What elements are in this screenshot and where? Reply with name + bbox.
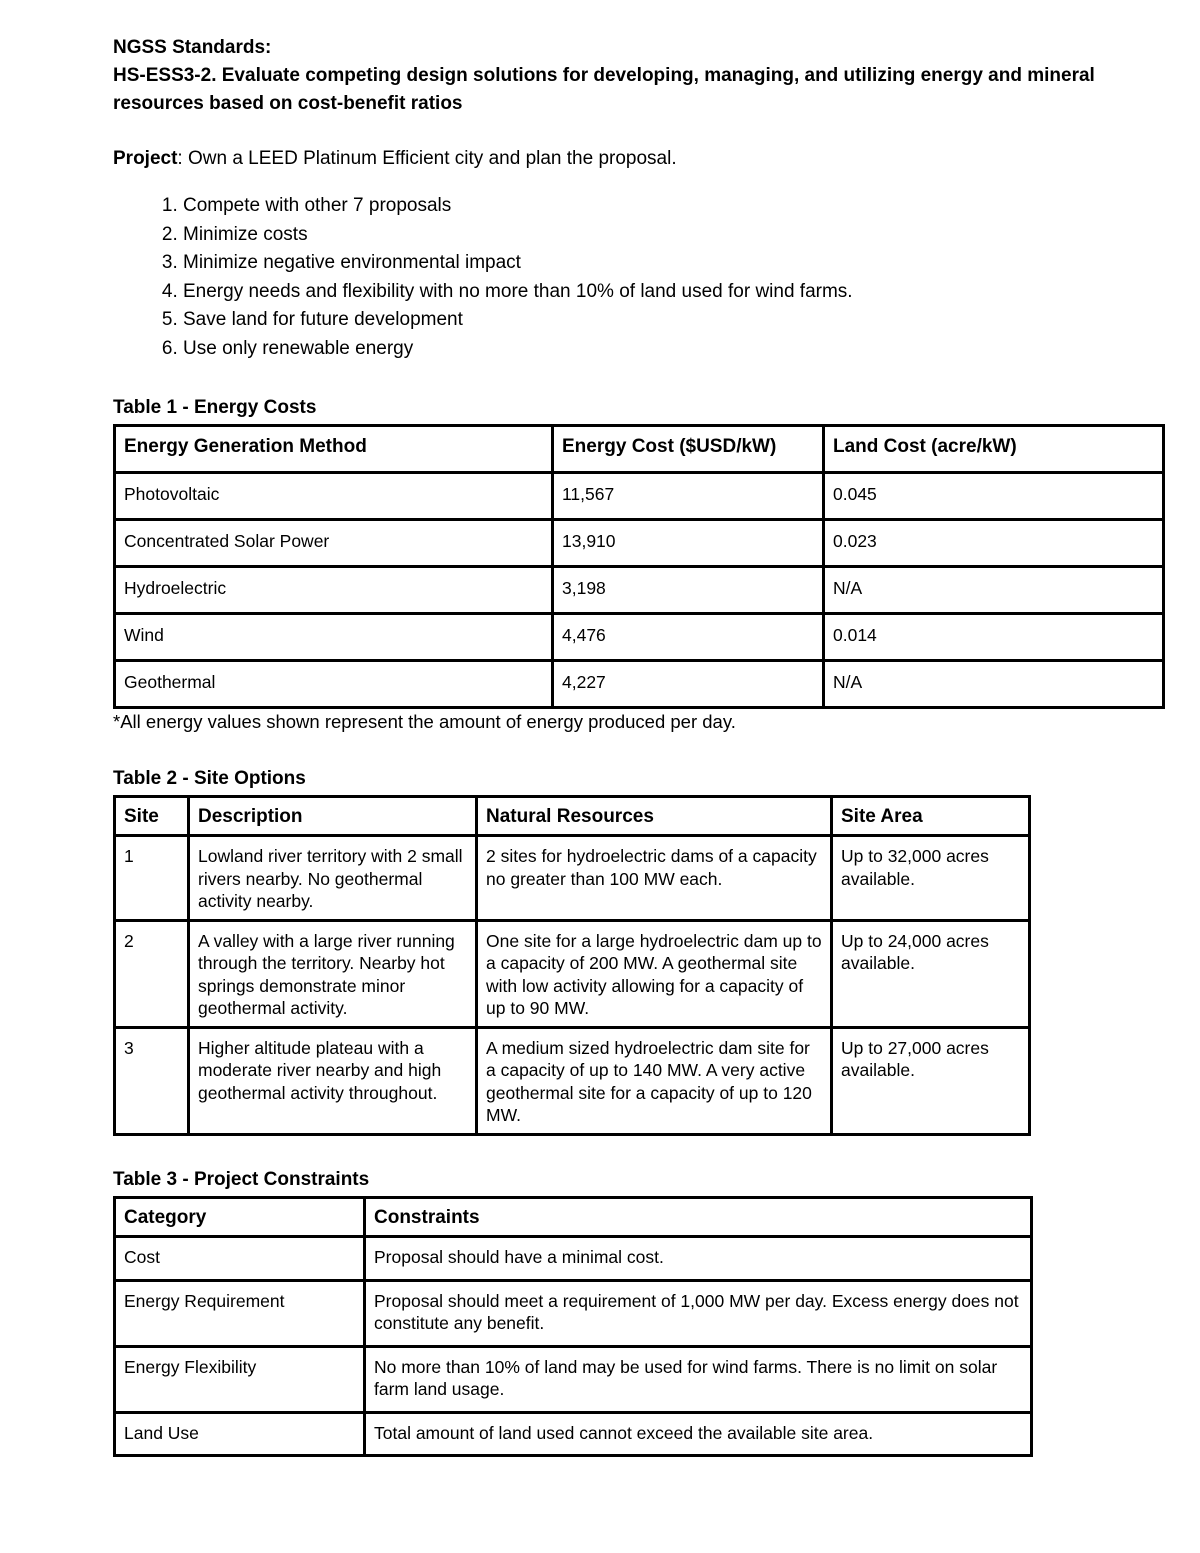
table-cell: N/A <box>824 660 1164 707</box>
table-row <box>115 613 1164 660</box>
goals-list <box>113 192 1168 364</box>
table-cell: Up to 32,000 acres available. <box>832 836 1030 921</box>
project-line <box>113 145 1168 173</box>
table-cell: Land Use <box>115 1412 365 1456</box>
goal-item: 5. Save land for future development <box>183 306 1168 335</box>
column-header: Constraints <box>365 1197 1032 1237</box>
table-cell: A valley with a large river running through the territory. Nearby hot springs demonstrate minor geothermal activity. <box>189 920 477 1027</box>
table-cell: Lowland river territory with 2 small rivers nearby. No geothermal activity nearby. <box>189 836 477 921</box>
site-options-table <box>113 795 1031 1136</box>
table-cell: Cost <box>115 1237 365 1281</box>
table-row <box>115 1027 1030 1134</box>
table-cell: Hydroelectric <box>115 566 553 613</box>
table-row <box>115 920 1030 1027</box>
table-cell: 2 sites for hydroelectric dams of a capacity no greater than 100 MW each. <box>477 836 832 921</box>
table-cell: 0.023 <box>824 519 1164 566</box>
table-cell: Concentrated Solar Power <box>115 519 553 566</box>
document-page <box>113 34 1168 1457</box>
table-cell: 3,198 <box>553 566 824 613</box>
table-cell: Higher altitude plateau with a moderate river nearby and high geothermal activity throughout. <box>189 1027 477 1134</box>
goal-item: 1. Compete with other 7 proposals <box>183 192 1168 221</box>
goal-item: 6. Use only renewable energy <box>183 335 1168 364</box>
standard-text: HS-ESS3-2. Evaluate competing design solutions for developing, managing, and utilizing energy and mineral resources based on cost-benefit ratios <box>113 65 1095 114</box>
goal-item: 2. Minimize costs <box>183 221 1168 250</box>
table-cell: Energy Flexibility <box>115 1346 365 1412</box>
energy-costs-table <box>113 424 1165 709</box>
table-cell: One site for a large hydroelectric dam up to a capacity of 200 MW. A geothermal site with low activity allowing for a capacity of up to 90 MW. <box>477 920 832 1027</box>
table-row <box>115 1280 1032 1346</box>
table3-caption: Table 3 - Project Constraints <box>113 1168 370 1190</box>
goal-item: 4. Energy needs and flexibility with no more than 10% of land used for wind farms. <box>183 278 1168 307</box>
project-label: Project <box>113 148 178 169</box>
table-cell: Total amount of land used cannot exceed the available site area. <box>365 1412 1032 1456</box>
table-header-row <box>115 796 1030 836</box>
table-header-row <box>115 425 1164 472</box>
table-cell: 1 <box>115 836 189 921</box>
table-cell: Up to 27,000 acres available. <box>832 1027 1030 1134</box>
table-cell: 11,567 <box>553 472 824 519</box>
table-cell: 4,227 <box>553 660 824 707</box>
table1-note: *All energy values shown represent the amount of energy produced per day. <box>113 710 736 732</box>
table-cell: Photovoltaic <box>115 472 553 519</box>
table2-caption: Table 2 - Site Options <box>113 767 306 789</box>
project-constraints-table <box>113 1196 1033 1458</box>
table-row <box>115 836 1030 921</box>
table-cell: A medium sized hydroelectric dam site for a capacity of up to 140 MW. A very active geothermal site for a capacity of up to 120 MW. <box>477 1027 832 1134</box>
table-row <box>115 1237 1032 1281</box>
table-cell: 13,910 <box>553 519 824 566</box>
column-header: Energy Cost ($USD/kW) <box>553 425 824 472</box>
project-text: : Own a LEED Platinum Efficient city and plan the proposal. <box>177 148 677 169</box>
table-cell: No more than 10% of land may be used for wind farms. There is no limit on solar farm land usage. <box>365 1346 1032 1412</box>
table-cell: Wind <box>115 613 553 660</box>
column-header: Energy Generation Method <box>115 425 553 472</box>
table-row <box>115 519 1164 566</box>
table-row <box>115 1346 1032 1412</box>
column-header: Natural Resources <box>477 796 832 836</box>
table-cell: Proposal should meet a requirement of 1,000 MW per day. Excess energy does not constitute any benefit. <box>365 1280 1032 1346</box>
table-cell: 0.045 <box>824 472 1164 519</box>
table1-caption: Table 1 - Energy Costs <box>113 396 317 418</box>
goal-item: 3. Minimize negative environmental impact <box>183 249 1168 278</box>
column-header: Site <box>115 796 189 836</box>
column-header: Site Area <box>832 796 1030 836</box>
table-row <box>115 660 1164 707</box>
table-cell: 0.014 <box>824 613 1164 660</box>
column-header: Category <box>115 1197 365 1237</box>
table-cell: Energy Requirement <box>115 1280 365 1346</box>
table-cell: Up to 24,000 acres available. <box>832 920 1030 1027</box>
table-header-row <box>115 1197 1032 1237</box>
table-cell: 2 <box>115 920 189 1027</box>
standards-title: NGSS Standards: <box>113 37 272 58</box>
column-header: Land Cost (acre/kW) <box>824 425 1164 472</box>
column-header: Description <box>189 796 477 836</box>
table-cell: Proposal should have a minimal cost. <box>365 1237 1032 1281</box>
table-row <box>115 566 1164 613</box>
table-cell: Geothermal <box>115 660 553 707</box>
table-cell: 4,476 <box>553 613 824 660</box>
table-row <box>115 1412 1032 1456</box>
table-row <box>115 472 1164 519</box>
table-cell: N/A <box>824 566 1164 613</box>
table-cell: 3 <box>115 1027 189 1134</box>
